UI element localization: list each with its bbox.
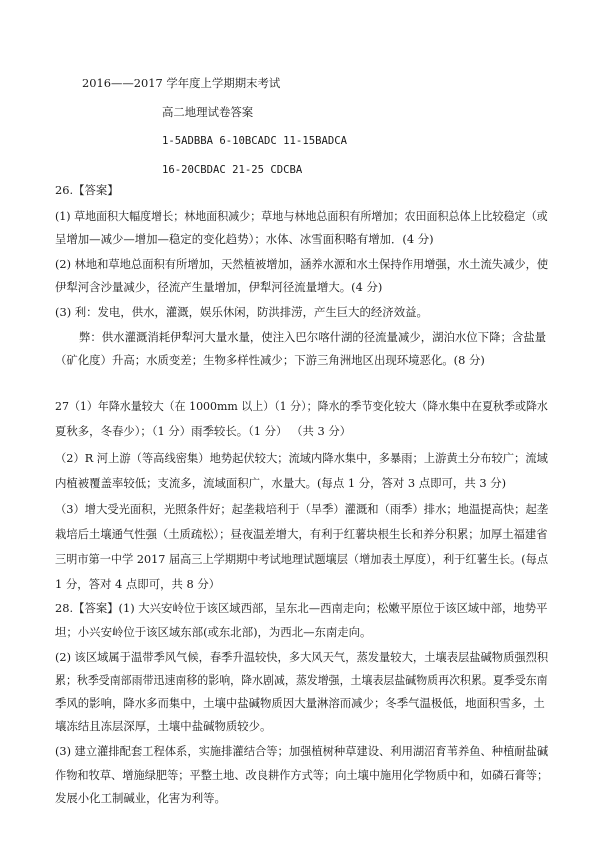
q26-line: (1) 草地面积大幅度增长；林地面积减少；草地与林地总面积有所增加；农田面积总体上比较稳定（或 bbox=[55, 209, 548, 223]
q27-line: 内植被覆盖率较低；支流多，流域面积广，水量大。(每点 1 分，答对 3 点即可，共 3 分) bbox=[55, 476, 507, 490]
mc-answer-line-1: 1-5ADBBA 6-10BCADC 11-15BADCA bbox=[162, 135, 347, 147]
q26-heading: 26.【答案】 bbox=[55, 183, 119, 197]
q28-line: 发展小化工制碱业，化害为利等。 bbox=[55, 791, 226, 805]
q28-line: 坦；小兴安岭位于该区域东部(或东北部)，为西北—东南走向。 bbox=[55, 625, 372, 639]
q27-line: （3）增大受光面积，光照条件好；起垄栽培利于（旱季）灌溉和（雨季）排水；地温提高快；起垄 bbox=[55, 502, 549, 516]
q27-line: 夏秋多，冬春少）；（1 分）雨季较长。（1 分） （共 3 分） bbox=[55, 424, 352, 438]
q26-line: 弊：供水灌溉消耗伊犁河大量水量，使注入巴尔喀什湖的径流量减少，湖泊水位下降；含盐量 bbox=[79, 330, 547, 344]
q26-line: 伊犁河含沙量减少，径流产生量增加，伊犁河径流量增大。(4 分) bbox=[55, 280, 383, 294]
q26-line: （矿化度）升高；水质变差；生物多样性减少；下游三角洲地区出现环境恶化。(8 分) bbox=[55, 353, 485, 367]
q26-line: (2) 林地和草地总面积有所增加，天然植被增加，涵养水源和水土保持作用增强，水土流失减少，使 bbox=[55, 257, 549, 271]
q27-line: 1 分，答对 4 点即可，共 8 分） bbox=[55, 577, 221, 591]
q27-line: 27（1）年降水量较大（在 1000mm 以上）（1 分）；降水的季节变化较大（降水集中在夏秋季或降水 bbox=[55, 399, 548, 413]
q26-line: 呈增加—减少—增加—稳定的变化趋势）；水体、冰雪面积略有增加．(4 分) bbox=[55, 232, 434, 246]
q27-line: 栽培后土壤通气性强（土质疏松）；昼夜温差增大，有利于红薯块根生长和养分积累；加厚土福建省 bbox=[55, 527, 548, 541]
exam-title: 2016——2017 学年度上学期期末考试 bbox=[82, 76, 281, 90]
q28-line: (3) 建立灌排配套工程体系，实施排灌结合等；加强植树种草建设、利用湖沼育苇养鱼、种植耐盐碱 bbox=[55, 744, 549, 758]
q28-line: 28.【答案】(1) 大兴安岭位于该区域西部，呈东北—西南走向；松嫩平原位于该区域中部，地势平 bbox=[55, 601, 548, 615]
mc-answer-line-2: 16-20CBDAC 21-25 CDCBA bbox=[162, 164, 303, 176]
q27-line: 三明市第一中学 2017 届高三上学期期中考试地理试题壤层（增加表土厚度），利于红薯生长。(每点 bbox=[55, 552, 549, 566]
exam-subtitle: 高二地理试卷答案 bbox=[162, 105, 254, 119]
q27-line: （2）R 河上游（等高线密集）地势起伏较大；流域内降水集中，多暴雨；上游黄土分布较广；流域 bbox=[55, 451, 548, 465]
q28-line: (2) 该区域属于温带季风气候，春季升温较快，多大风天气，蒸发量较大，土壤表层盐碱物质强烈积 bbox=[55, 650, 549, 664]
q28-line: 累；秋季受南部雨带迅速南移的影响，降水剧减，蒸发增强，土壤表层盐碱物质再次积累。夏季受东南 bbox=[55, 673, 548, 687]
q28-line: 壤冻结且冻层深厚，土壤中盐碱物质较少。 bbox=[55, 719, 272, 733]
q28-line: 作物和牧草、增施绿肥等；平整土地、改良耕作方式等；向土壤中施用化学物质中和，如磷石膏等； bbox=[55, 768, 549, 782]
q28-line: 季风的影响，降水多而集中，土壤中盐碱物质因大量淋溶而减少；冬季气温极低，地面积雪多，土 bbox=[55, 696, 545, 710]
q26-line: (3) 利：发电，供水，灌溉，娱乐休闲，防洪排涝，产生巨大的经济效益。 bbox=[55, 305, 428, 319]
